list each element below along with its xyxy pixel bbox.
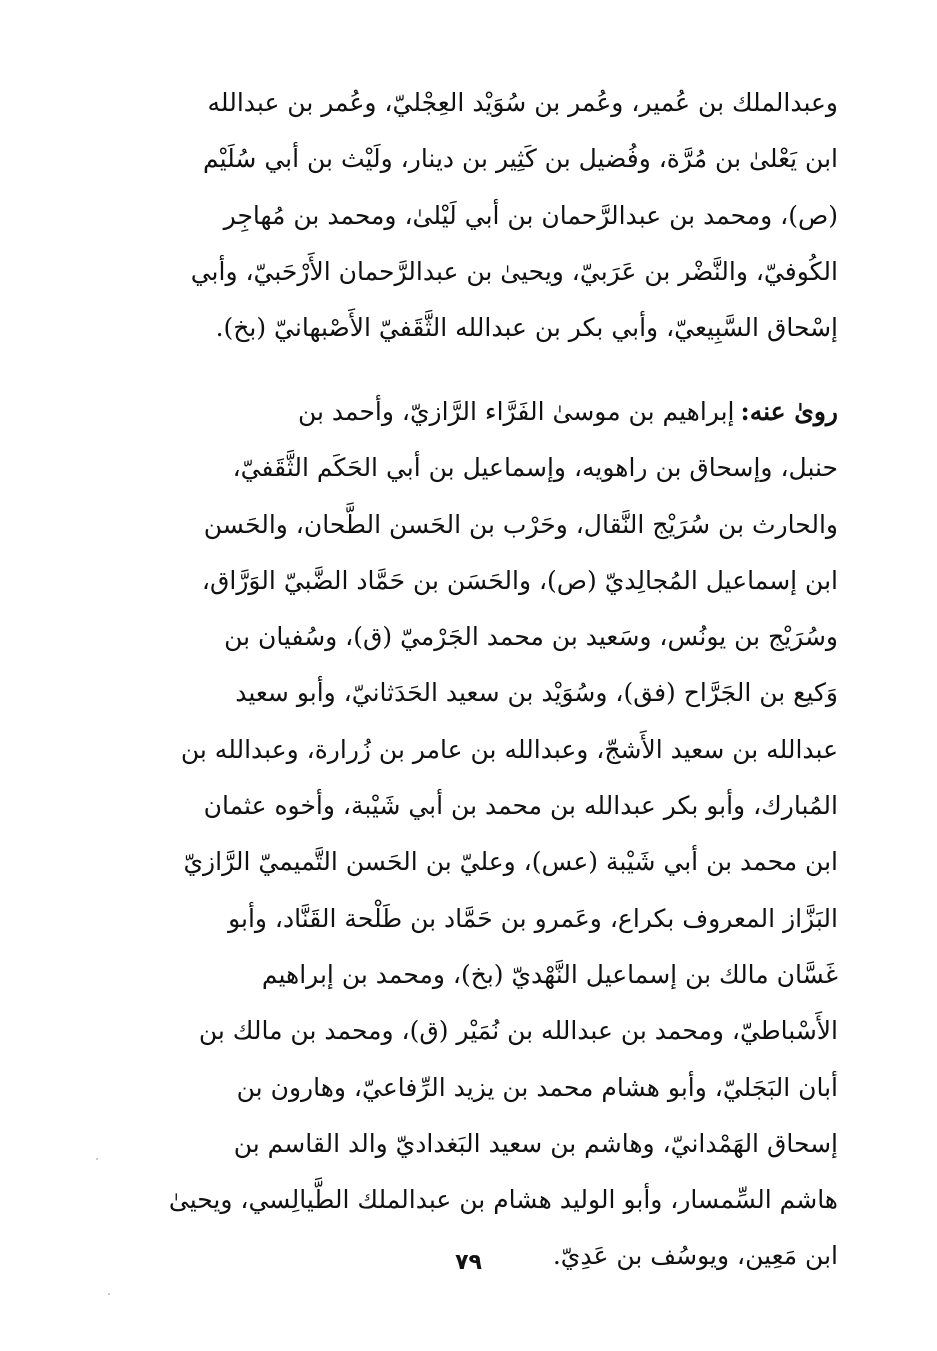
text-line: ابن محمد بن أبي شَيْبة (عس)، وعليّ بن الحَسن التَّميميّ الرَّازيّ: [183, 847, 838, 877]
scan-speck: [108, 1293, 110, 1295]
text-line: وَكيع بن الجَرَّاح (فق)، وسُوَيْد بن سعيد الحَدَثانيّ، وأبو سعيد: [235, 678, 838, 708]
text-line-first: [148, 384, 838, 440]
text-line: الأَسْباطيّ، ومحمد بن عبدالله بن نُمَيْر (ق)، ومحمد بن مالك بن: [198, 1016, 838, 1046]
text-line: إسحاق الهَمْدانيّ، وهاشم بن سعيد البَغداديّ والد القاسم بن: [233, 1128, 838, 1158]
text-line: أبان البَجَليّ، وأبو هشام محمد بن يزيد الرِّفاعيّ، وهارون بن: [236, 1072, 838, 1102]
text-line: ابن إسماعيل المُجالِديّ (ص)، والحَسَن بن حَمَّاد الضَّبيّ الوَرَّاق،: [201, 565, 838, 595]
scan-speck: [96, 1158, 98, 1160]
paragraph-teachers: [148, 75, 838, 356]
text-line-rest: إبراهيم بن موسىٰ الفَرَّاء الرَّازيّ، وأحمد بن: [297, 397, 735, 426]
text-line: إسْحاق السَّبِيعيّ، وأبي بكر بن عبدالله الثَّقَفيّ الأَصْبهانيّ (بخ).: [215, 313, 838, 343]
text-line: عبدالله بن سعيد الأَشجّ، وعبدالله بن عامر بن زُرارة، وعبدالله بن: [180, 734, 838, 764]
section-label: روىٰ عنه:: [740, 397, 838, 426]
text-line: ابن يَعْلىٰ بن مُرَّة، وفُضيل بن كَثِير بن دينار، ولَيْث بن أبي سُلَيْم: [202, 144, 838, 174]
text-line: ابن مَعِين، ويوسُف بن عَدِيّ.: [552, 1241, 838, 1271]
text-line: الكُوفيّ، والنَّضْر بن عَرَبيّ، ويحيىٰ بن عبدالرَّحمان الأَرْحَبيّ، وأبي: [190, 256, 838, 286]
text-line: المُبارك، وأبو بكر عبدالله بن محمد بن أبي شَيْبة، وأخوه عثمان: [203, 791, 838, 821]
text-line: هاشم السِّمسار، وأبو الوليد هشام بن عبدالملك الطَّيالِسي، ويحيىٰ: [168, 1185, 838, 1215]
paragraph-students: [148, 384, 838, 1285]
page-number: ٧٩: [455, 1250, 482, 1275]
text-line: وسُرَيْج بن يونُس، وسَعيد بن محمد الجَرْميّ (ق)، وسُفيان بن: [224, 622, 838, 652]
text-line: وعبدالملك بن عُمير، وعُمر بن سُوَيْد العِجْليّ، وعُمر بن عبدالله: [207, 88, 838, 117]
text-line: والحارث بن سُرَيْج النَّقال، وحَرْب بن الحَسن الطَّحان، والحَسن: [203, 509, 838, 539]
text-line: البَزَّاز المعروف بكراع، وعَمرو بن حَمَّاد بن طَلْحة القَنَّاد، وأبو: [228, 903, 838, 933]
text-line: (ص)، ومحمد بن عبدالرَّحمان بن أبي لَيْلىٰ، ومحمد بن مُهاجِر: [223, 200, 838, 230]
text-line: حنبل، وإسحاق بن راهويه، وإسماعيل بن أبي الحَكَم الثَّقَفيّ،: [232, 453, 838, 483]
text-line: غَسَّان مالك بن إسماعيل النَّهْديّ (بخ)، ومحمد بن إبراهيم: [261, 959, 838, 989]
